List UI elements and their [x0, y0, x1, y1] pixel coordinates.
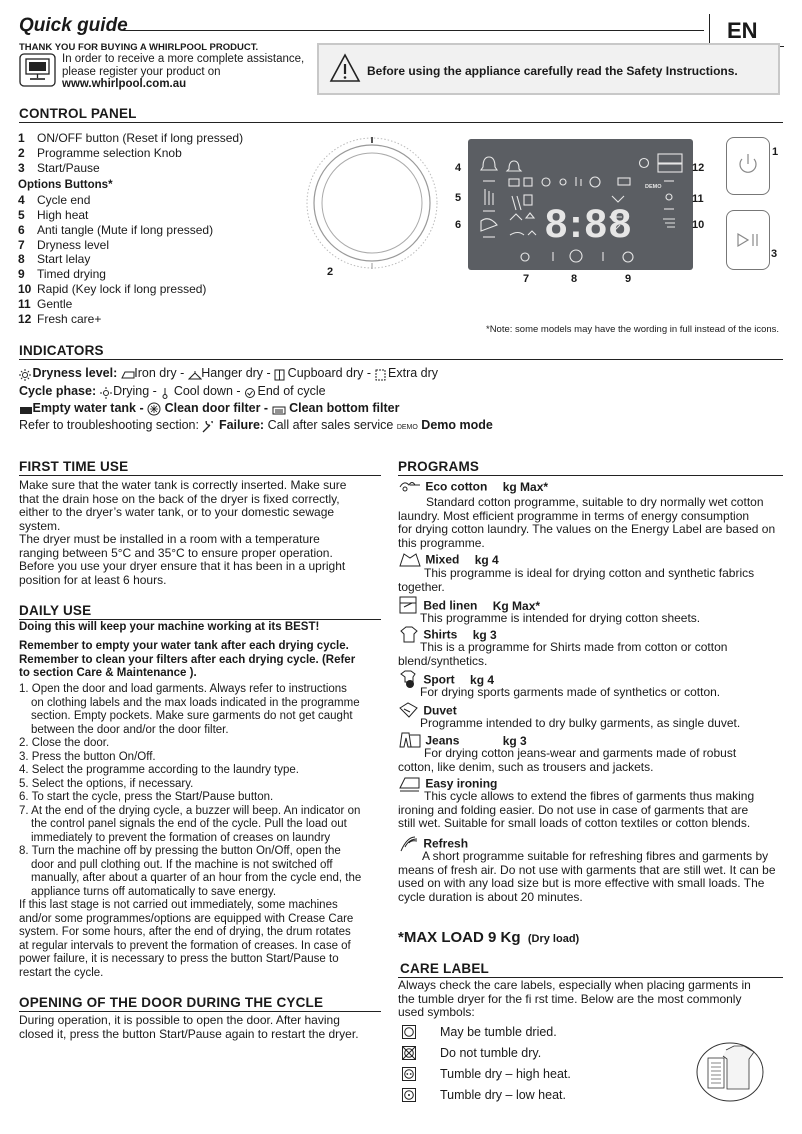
program-mixed: [398, 550, 786, 594]
sport-icon: [398, 669, 420, 692]
safety-text: Before using the appliance carefully read the Safety Instructions.: [367, 64, 738, 78]
bed-linen-icon: [398, 595, 420, 618]
step-line: appliance turns off automatically to save energy.: [31, 885, 277, 898]
program-refresh: [398, 833, 786, 904]
iron-icon: [121, 369, 131, 379]
failure-text: Call after sales service: [267, 418, 394, 432]
callout-5: 5: [455, 192, 462, 204]
opt-num-6: 6: [18, 223, 25, 237]
page-title: Quick guide: [19, 15, 128, 36]
step-line: power failure, it is necessary to press the button Start/Pause to: [19, 953, 339, 965]
program-shirts: [398, 625, 786, 668]
desc-line: used on with any load size but is more effective with small loads. The: [398, 876, 765, 891]
desc-line: For drying cotton jeans-wear and garments made of robust: [424, 746, 737, 760]
program-load: kg 4: [470, 672, 495, 687]
refresh-icon: [398, 833, 420, 856]
icons-note: *Note: some models may have the wording in full instead of the icons.: [486, 324, 780, 335]
troubleshooting-row: [19, 418, 493, 432]
callout-9: 9: [625, 273, 632, 285]
desc-line: blend/synthetics.: [398, 653, 488, 668]
desc-line: laundry. Most efficient programme in terms of energy consumption: [398, 508, 750, 523]
door-open-rule: [19, 1011, 381, 1012]
opt-label-7: Dryness level: [37, 238, 110, 252]
start-pause-button[interactable]: [726, 210, 770, 270]
desc-line: this programme.: [398, 535, 485, 550]
svg-text:DEMO: DEMO: [645, 184, 662, 190]
callout-12: 12: [692, 162, 705, 174]
program-name: Bed linen: [423, 598, 478, 613]
program-load: Kg Max*: [492, 598, 541, 613]
opt-label-6: Anti tangle (Mute if long pressed): [37, 223, 214, 237]
thermometer-icon: [160, 387, 170, 397]
door-filter-icon: [147, 402, 161, 416]
callout-7: 7: [523, 273, 530, 285]
door-open-body: [19, 1014, 389, 1041]
tumble-dry-low-icon: [402, 1088, 416, 1102]
cool-down-label: Cool down -: [173, 384, 241, 398]
remember-line: Remember to clean your filters after each drying cycle. (Refer: [19, 653, 356, 666]
demo-icon-text: DEMO: [396, 424, 418, 431]
dryness-row: [19, 366, 438, 380]
program-load: kg 3: [472, 627, 497, 642]
title-rule: [122, 30, 704, 31]
program-desc: [398, 790, 786, 831]
tumble-dry-icon: [402, 1025, 416, 1039]
program-bed-linen: [398, 595, 786, 626]
daily-use-title: DAILY USE: [19, 603, 92, 618]
program-desc: [398, 567, 786, 594]
callout-8: 8: [571, 273, 578, 285]
program-eco-cotton: [398, 479, 786, 550]
program-name: Easy ironing: [425, 776, 498, 791]
callout-10: 10: [692, 219, 705, 231]
opt-label-9: Timed drying: [37, 267, 106, 281]
desc-line: This is a programme for Shirts made from cotton or cotton: [420, 640, 728, 654]
programs-rule: [398, 475, 783, 476]
opt-num-10: 10: [18, 282, 32, 296]
daily-use-intro: Doing this will keep your machine working at its BEST!: [19, 621, 320, 633]
indicators-rule: [19, 359, 783, 360]
desc-line: This programme is intended for drying cotton sheets.: [420, 611, 701, 625]
care-symbol-text: Tumble dry – high heat.: [440, 1067, 571, 1081]
thanks-text: THANK YOU FOR BUYING A WHIRLPOOL PRODUCT.: [19, 42, 259, 53]
step-line: on clothing labels and the max loads indicated in the programme: [31, 696, 360, 709]
step-line: at regular intervals to prevent the formation of creases. In case of: [19, 939, 351, 952]
options-title: Options Buttons*: [18, 179, 113, 191]
opt-label-8: Start lelay: [37, 252, 91, 266]
filter-dash: -: [263, 401, 269, 415]
power-icon: [726, 137, 770, 195]
max-load-sub: (Dry load): [527, 933, 580, 945]
program-name: Sport: [423, 672, 455, 687]
opt-num-9: 9: [18, 267, 25, 281]
opt-label-4: Cycle end: [37, 193, 91, 207]
jeans-icon: [398, 731, 422, 752]
ftu-line: either to the dryer’s water tank, or to your domestic sewage: [19, 505, 335, 519]
demo-mode-label: Demo mode: [421, 418, 493, 432]
first-time-use-rule: [19, 475, 381, 476]
programs-title: PROGRAMS: [398, 459, 480, 474]
register-line2: please register your product on: [62, 66, 221, 78]
step-line: 2. Close the door.: [19, 737, 110, 749]
step-line: immediately to prevent the formation of creases on laundry: [31, 831, 331, 844]
door-open-line: closed it, press the button Start/Pause again to restart the dryer.: [19, 1026, 359, 1041]
step-line: section. Empty pockets. Make sure garments do not get caught: [31, 710, 353, 722]
wrench-icon: [202, 421, 215, 431]
cupboard-dry-label: Cupboard dry -: [287, 366, 372, 380]
callout-6: 6: [455, 219, 462, 231]
on-off-button[interactable]: [726, 137, 770, 195]
ftu-line: system.: [19, 518, 61, 533]
program-desc: [398, 747, 786, 774]
cycle-row: [19, 384, 326, 398]
remember-line: Remember to empty your water tank after each drying cycle.: [19, 640, 349, 652]
callout-1: 1: [772, 146, 779, 158]
ftu-line: Before you use your dryer ensure that it has been in a upright: [19, 559, 346, 573]
program-easy-ironing: [398, 774, 786, 831]
first-time-use-title: FIRST TIME USE: [19, 459, 129, 474]
iron-dry-label: Iron dry -: [134, 366, 185, 380]
refer-text: Refer to troubleshooting section:: [19, 418, 199, 432]
step-line: between the door and/or the door filter.: [31, 723, 229, 736]
opt-num-11: 11: [18, 297, 31, 311]
desc-line: cotton, like denim, such as trousers and jackets.: [398, 759, 654, 774]
step-line: 8. Turn the machine off by pressing the button On/Off, open the: [19, 845, 341, 857]
bottom-filter-icon: [272, 404, 286, 414]
step-line: restart the cycle.: [19, 966, 104, 979]
opt-num-4: 4: [18, 193, 25, 207]
warning-icon: [329, 53, 361, 83]
control-panel-rule: [19, 122, 783, 123]
callout-4: 4: [455, 162, 462, 174]
desc-line: This cycle allows to extend the fibres of garments thus making: [424, 789, 755, 803]
no-tumble-dry-icon: [402, 1046, 416, 1060]
desc-line: for drying cotton laundry. The values on the Energy Label are based on: [398, 522, 776, 537]
opt-num-12: 12: [18, 312, 32, 326]
opt-label-12: Fresh care+: [37, 312, 102, 326]
program-name: Duvet: [423, 703, 457, 718]
max-load: [398, 929, 579, 946]
filters-row: [19, 401, 399, 416]
step-line: 5. Select the options, if necessary.: [19, 777, 194, 790]
cupboard-icon: [274, 369, 284, 379]
display-panel: [468, 139, 693, 270]
daily-use-remember: [19, 640, 381, 681]
cp-num-2: 2: [18, 146, 25, 160]
programme-knob[interactable]: [300, 134, 450, 274]
cp-label-1: ON/OFF button (Reset if long pressed): [37, 131, 244, 145]
care-label-body: [398, 979, 786, 1020]
program-load: kg 4: [474, 552, 499, 567]
desc-line: ironing and folding easier. Do not use in case of garments that are: [398, 802, 749, 817]
cycle-label: Cycle phase:: [19, 384, 97, 398]
program-desc: [398, 686, 786, 700]
drying-sun-icon: [100, 387, 110, 397]
opt-label-11: Gentle: [37, 297, 73, 311]
door-open-line: During operation, it is possible to open the door. After having: [19, 1013, 340, 1027]
empty-tank-label: Empty water tank -: [32, 401, 144, 415]
mixed-icon: [398, 550, 422, 571]
water-tank-icon: [19, 404, 29, 414]
ftu-line: position for at least 6 hours.: [19, 572, 167, 587]
step-line: system. For some hours, after the end of drying, the drum rotates: [19, 926, 351, 938]
step-line: and/or some programmes/options are equipped with Crease Care: [19, 912, 354, 925]
step-line: If this last stage is not carried out immediately, some machines: [19, 899, 338, 911]
ftu-line: ranging between 5°C and 35°C to ensure proper operation.: [19, 545, 333, 560]
shirts-icon: [398, 625, 420, 646]
program-jeans: [398, 731, 786, 774]
program-name: Shirts: [423, 627, 458, 642]
opt-num-7: 7: [18, 238, 25, 252]
play-pause-icon: [726, 210, 770, 270]
program-name: Refresh: [423, 836, 469, 851]
control-panel-title: CONTROL PANEL: [19, 106, 137, 121]
dryness-label: Dryness level:: [32, 366, 118, 380]
ftu-line: Make sure that the water tank is correctly inserted. Make sure: [19, 478, 347, 492]
step-line: 1. Open the door and load garments. Always refer to instructions: [19, 683, 347, 695]
cp-label-3: Start/Pause: [37, 161, 100, 175]
sun-icon: [19, 369, 29, 379]
care-line: the tumble dryer for the fi rst time. Below are the most commonly: [398, 991, 742, 1006]
door-open-title: OPENING OF THE DOOR DURING THE CYCLE: [19, 995, 324, 1010]
program-desc: [398, 850, 786, 904]
program-desc: [398, 496, 786, 550]
step-line: door and pull clothing out. If the machine is not switched off: [31, 858, 333, 871]
program-desc: [398, 641, 786, 668]
program-name: Eco cotton: [425, 479, 488, 494]
desc-line: cycle duration is about 20 minutes.: [398, 889, 583, 904]
language-badge: [709, 14, 711, 46]
program-name: Mixed: [425, 552, 460, 567]
cp-num-3: 3: [18, 161, 25, 175]
extra-dry-icon: [375, 369, 385, 379]
first-time-use-body: [19, 479, 381, 587]
duvet-icon: [398, 700, 420, 723]
step-line: 3. Press the button On/Off.: [19, 750, 156, 763]
remember-line: to section Care & Maintenance ).: [19, 667, 197, 679]
care-label-title: CARE LABEL: [400, 961, 489, 976]
language-code: EN: [727, 18, 758, 43]
program-desc: [398, 717, 786, 731]
shirt-label-illustration: [696, 1040, 772, 1102]
cp-num-1: 1: [18, 131, 25, 145]
opt-num-5: 5: [18, 208, 25, 222]
desc-line: This programme is ideal for drying cotton and synthetic fabrics: [424, 566, 755, 580]
hanger-icon: [188, 369, 198, 379]
max-load-value: *MAX LOAD 9 Kg: [398, 929, 521, 946]
desc-line: For drying sports garments made of synthetics or cotton.: [420, 685, 721, 699]
care-symbol-text: Tumble dry – low heat.: [440, 1088, 566, 1102]
knob-callout-2: 2: [327, 266, 334, 278]
door-filter-label: Clean door filter: [164, 401, 261, 415]
eco-cotton-icon: [398, 479, 422, 496]
easy-ironing-icon: [398, 774, 422, 795]
program-load: kg 3: [502, 733, 527, 748]
callout-3: 3: [771, 248, 778, 260]
step-line: the control panel signals the end of the cycle. Pull the load out: [31, 818, 347, 830]
program-name: Jeans: [425, 733, 460, 748]
bottom-filter-label: Clean bottom filter: [289, 401, 400, 415]
program-sport: [398, 669, 786, 700]
care-symbol-text: Do not tumble dry.: [440, 1046, 542, 1060]
step-line: 4. Select the programme according to the laundry type.: [19, 764, 299, 776]
desc-line: A short programme suitable for refreshing fibres and garments by: [422, 849, 769, 863]
desc-line: Programme intended to dry bulky garments, as single duvet.: [420, 716, 741, 730]
tumble-dry-high-icon: [402, 1067, 416, 1081]
step-line: manually, after about a quarter of an hour from the cycle end, the: [31, 872, 362, 884]
desc-line: together.: [398, 579, 445, 594]
ftu-line: The dryer must be installed in a room with a temperature: [19, 532, 320, 546]
ftu-line: that the drain hose on the back of the dryer is fixed correctly,: [19, 491, 340, 506]
end-cycle-icon: [244, 387, 254, 397]
display-digits: 8:88: [545, 202, 634, 246]
daily-use-rule: [19, 619, 381, 620]
opt-num-8: 8: [18, 252, 25, 266]
desc-line: Standard cotton programme, suitable to dry normally wet cotton: [426, 495, 764, 509]
end-cycle-label: End of cycle: [257, 384, 326, 398]
callout-11: 11: [692, 193, 704, 205]
daily-use-steps: [19, 683, 381, 980]
opt-label-5: High heat: [37, 208, 89, 222]
program-desc: [398, 612, 786, 626]
care-line: Always check the care labels, especially when placing garments in: [398, 978, 751, 992]
care-line: used symbols:: [398, 1005, 475, 1019]
drying-label: Drying -: [113, 384, 157, 398]
safety-box: [317, 43, 780, 95]
opt-label-10: Rapid (Key lock if long pressed): [37, 282, 207, 296]
failure-label: Failure:: [218, 418, 265, 432]
indicators-title: INDICATORS: [19, 343, 104, 358]
register-line1: In order to receive a more complete assistance,: [62, 53, 305, 65]
program-duvet: [398, 700, 786, 731]
extra-dry-label: Extra dry: [388, 366, 439, 380]
care-symbol-text: May be tumble dried.: [440, 1025, 557, 1039]
register-icon: [19, 53, 56, 87]
register-url[interactable]: www.whirlpool.com.au: [62, 78, 187, 90]
desc-line: still wet. Suitable for small loads of cotton textiles or cotton blends.: [398, 816, 751, 831]
hanger-dry-label: Hanger dry -: [201, 366, 271, 380]
step-line: 6. To start the cycle, press the Start/Pause button.: [19, 791, 274, 803]
program-load: kg Max*: [502, 479, 549, 494]
cp-label-2: Programme selection Knob: [37, 146, 182, 160]
desc-line: means of fresh air. Do not use with garments that are still wet. It can be: [398, 862, 776, 877]
step-line: 7. At the end of the drying cycle, a buzzer will beep. An indicator on: [19, 804, 361, 817]
